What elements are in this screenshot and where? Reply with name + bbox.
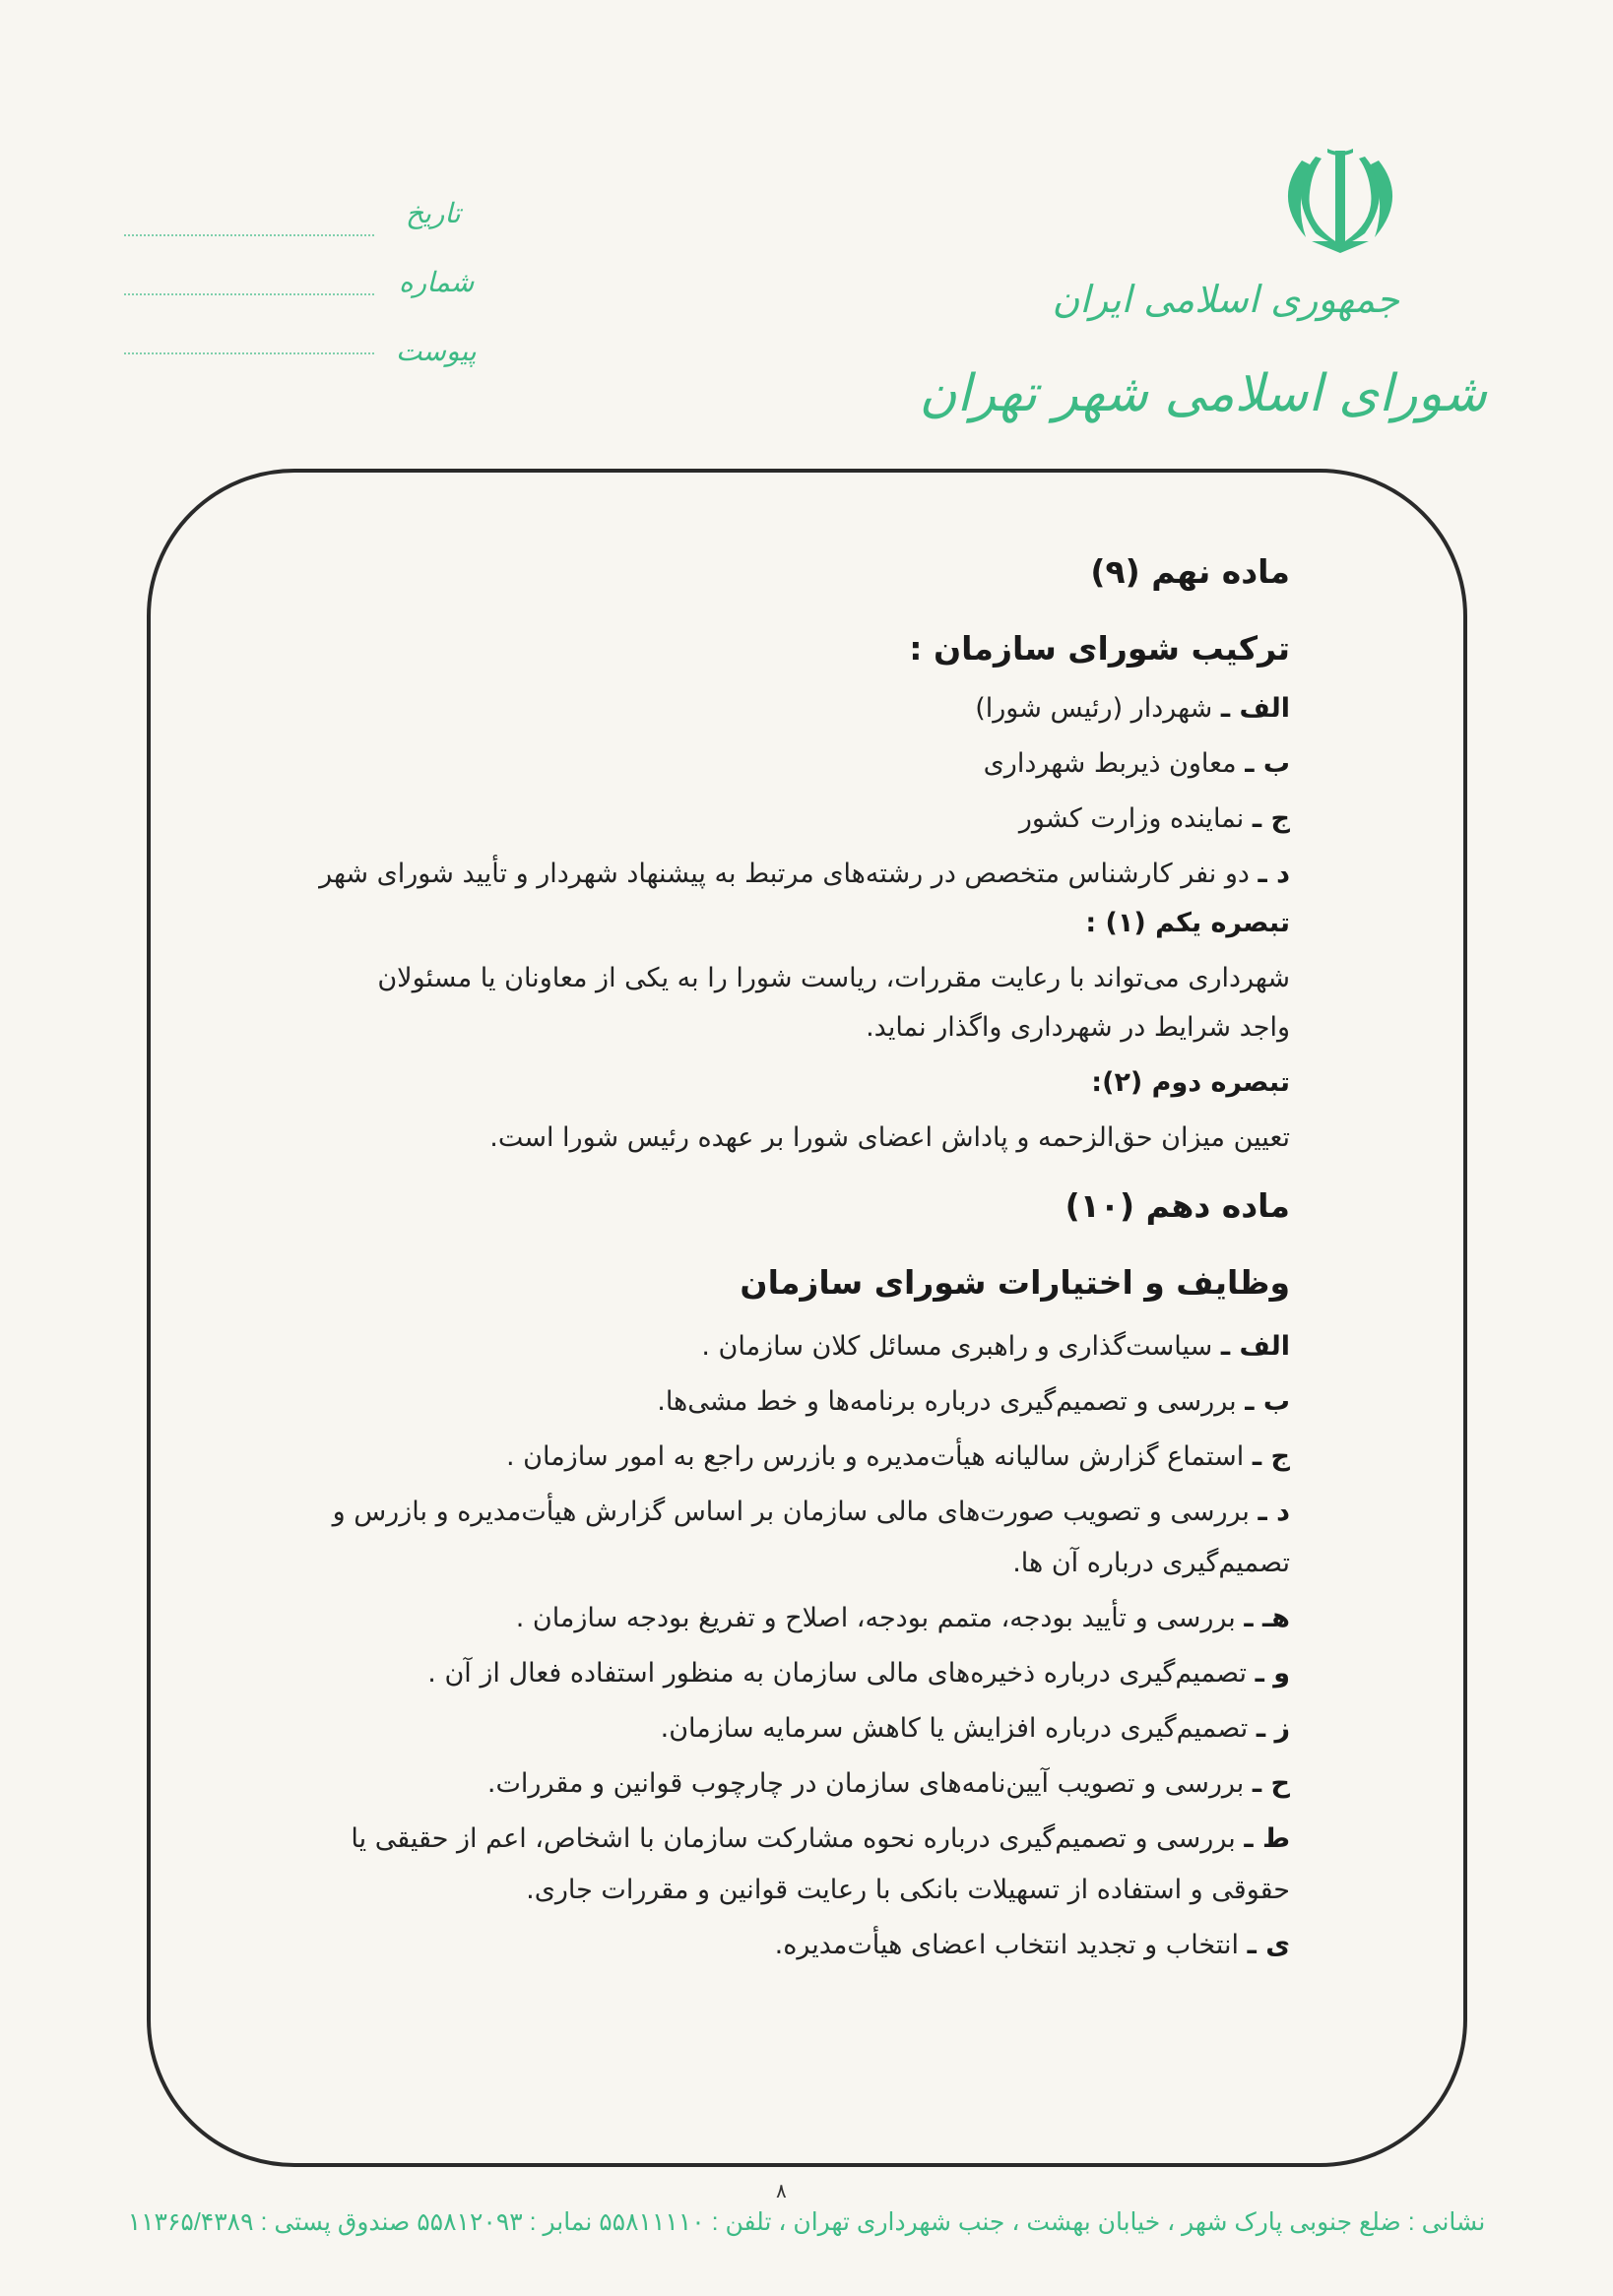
item-text: بررسی و تصویب آیین‌نامه‌های سازمان در چارچوب قوانین و مقررات. <box>486 1768 1245 1799</box>
item-text: استماع گزارش سالیانه هیأت‌مدیره و بازرس راجع به امور سازمان . <box>506 1441 1245 1472</box>
article-9-title: ماده نهم (۹) <box>1090 552 1290 591</box>
article-10-title: ماده دهم (۱۰) <box>1065 1186 1290 1225</box>
item-label: الف ـ <box>1220 693 1290 724</box>
item-text: نماینده وزارت کشور <box>1018 803 1245 834</box>
item-text: دو نفر کارشناس متخصص در رشته‌های مرتبط به پیشنهاد شهردار و تأیید شورای شهر <box>319 859 1250 889</box>
item-label: الف ـ <box>1220 1331 1290 1362</box>
list-item <box>279 1766 1290 1802</box>
footer-address: نشانی : ضلع جنوبی پارک شهر ، خیابان بهشت ، جنب شهرداری تهران ، تلفن : ۵۵۸۱۱۱۱۰ نمابر : ۵۵۸۱۲۰۹۳ صندوق پستی : ۱۱۳۶۵/۴۳۸۹ <box>127 2208 1486 2236</box>
item-label: ح ـ <box>1252 1768 1290 1799</box>
page-number: ۸ <box>776 2179 787 2202</box>
republic-title: جمهوری اسلامی ایران <box>1052 278 1399 321</box>
note-2-text: تعیین میزان حق‌الزحمه و پاداش اعضای شورا بر عهده رئیس شورا است. <box>489 1122 1290 1153</box>
attachment-field <box>124 352 374 354</box>
item-text: تصمیم‌گیری درباره ذخیره‌های مالی سازمان به منظور استفاده فعال از آن . <box>427 1658 1247 1689</box>
item-text: بررسی و تأیید بودجه، متمم بودجه، اصلاح و تفریغ بودجه سازمان . <box>515 1603 1236 1633</box>
item-label: ط ـ <box>1244 1823 1290 1854</box>
item-label: و ـ <box>1255 1658 1290 1689</box>
number-label: شماره <box>399 266 475 298</box>
item-text: تصمیم‌گیری درباره افزایش یا کاهش سرمایه سازمان. <box>660 1713 1249 1744</box>
note-1-line-1: شهرداری می‌تواند با رعایت مقررات، ریاست شورا را به یکی از معاونان یا مسئولان <box>377 963 1290 993</box>
item-text: انتخاب و تجدید انتخاب اعضای هیأت‌مدیره. <box>774 1930 1240 1960</box>
item-text: شهردار (رئیس شورا) <box>975 693 1213 724</box>
item-label: د ـ <box>1258 1497 1290 1527</box>
item-label: ی ـ <box>1247 1930 1290 1960</box>
item-text: بررسی و تصمیم‌گیری درباره برنامه‌ها و خط مشی‌ها. <box>657 1386 1237 1417</box>
list-item <box>279 1656 1290 1691</box>
list-item-continuation: حقوقی و استفاده از تسهیلات بانکی با رعایت قوانین و مقررات جاری. <box>526 1875 1290 1905</box>
note-1-line-2: واجد شرایط در شهرداری واگذار نماید. <box>866 1012 1290 1043</box>
attachment-label: پیوست <box>396 335 477 367</box>
item-text: سیاست‌گذاری و راهبری مسائل کلان سازمان . <box>701 1331 1213 1362</box>
item-text: معاون ذیربط شهرداری <box>983 748 1237 779</box>
list-item <box>279 1928 1290 1963</box>
item-text: بررسی و تصویب صورت‌های مالی سازمان بر اساس گزارش هیأت‌مدیره و بازرس و <box>332 1497 1250 1527</box>
date-field <box>124 234 374 236</box>
date-label: تاریخ <box>406 197 461 229</box>
list-item <box>279 1711 1290 1747</box>
list-item <box>279 1601 1290 1636</box>
council-title: شورای اسلامی شهر تهران <box>919 364 1487 423</box>
list-item <box>279 1821 1290 1857</box>
item-label: هـ ـ <box>1244 1603 1290 1633</box>
list-item <box>279 1384 1290 1420</box>
list-item <box>279 1329 1290 1365</box>
item-label: د ـ <box>1258 859 1290 889</box>
item-label: ب ـ <box>1245 748 1290 779</box>
list-item <box>279 746 1290 782</box>
item-label: ز ـ <box>1256 1713 1290 1744</box>
item-text: بررسی و تصمیم‌گیری درباره نحوه مشارکت سازمان با اشخاص، اعم از حقیقی یا <box>351 1823 1236 1854</box>
item-label: ج ـ <box>1252 803 1290 834</box>
item-label: ب ـ <box>1245 1386 1290 1417</box>
article-9-subtitle: ترکیب شورای سازمان : <box>909 629 1290 668</box>
iran-emblem-icon <box>1276 143 1404 256</box>
list-item <box>279 1439 1290 1475</box>
item-label: ج ـ <box>1252 1441 1290 1472</box>
article-10-subtitle: وظایف و اختیارات شورای سازمان <box>740 1263 1290 1302</box>
list-item <box>279 1495 1290 1530</box>
note-1-title: تبصره یکم (۱) : <box>1085 908 1290 938</box>
list-item <box>279 857 1290 892</box>
list-item <box>279 801 1290 837</box>
list-item-continuation: تصمیم‌گیری درباره آن ها. <box>1012 1548 1290 1578</box>
note-2-title: تبصره دوم (۲): <box>1091 1067 1290 1098</box>
list-item <box>279 691 1290 727</box>
number-field <box>124 293 374 295</box>
content-frame <box>147 469 1467 2167</box>
